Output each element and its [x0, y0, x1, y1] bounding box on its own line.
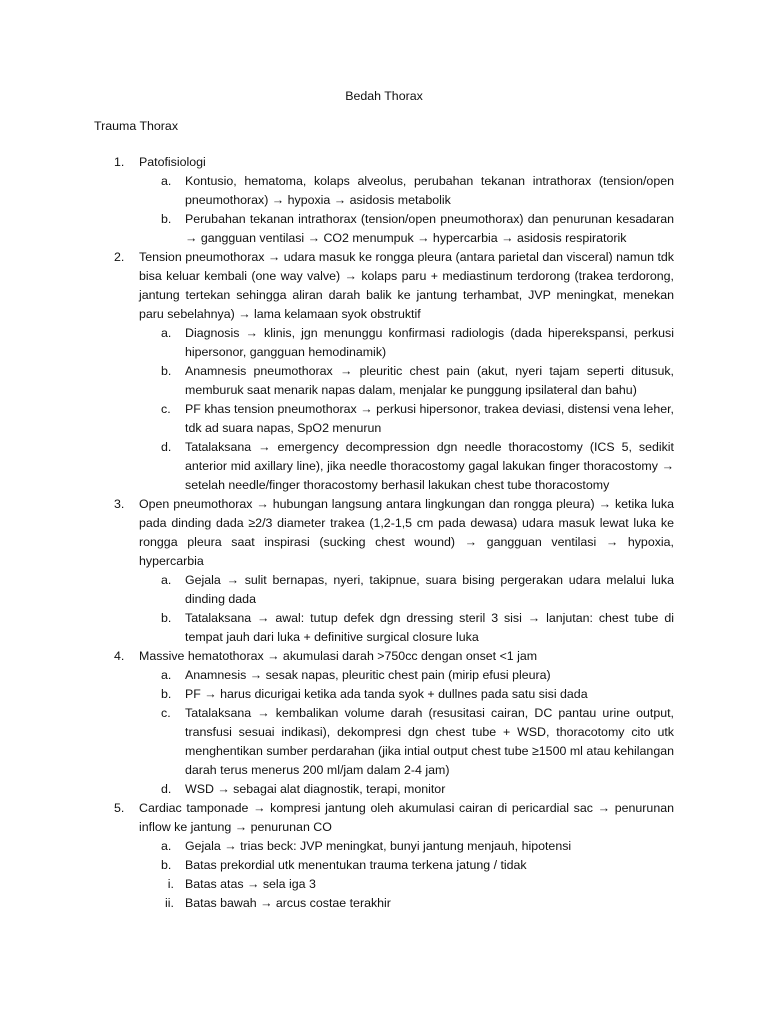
main-list [94, 153, 674, 913]
list-item-text: Tension pneumothorax → udara masuk ke rongga pleura (antara parietal dan visceral) namun tdk bisa keluar kembali (one way valve) → kolaps paru + mediastinum terdorong (trakea terdorong, jantung tertekan sehingga aliran darah balik ke jantung terhambat, JVP meningkat, menekan paru sebelahnya) → lama kelamaan syok obstruktif [139, 250, 674, 321]
sub-mark: b. [161, 687, 172, 701]
sub-sub-item-text: Batas bawah → arcus costae terakhir [185, 896, 391, 910]
sub-mark: c. [161, 402, 171, 416]
sub-mark: b. [161, 364, 172, 378]
sub-item [94, 324, 674, 362]
sub-mark: a. [161, 326, 172, 340]
list-item-text: Open pneumothorax → hubungan langsung antara lingkungan dan rongga pleura) → ketika luka pada dinding dada ≥2/3 diameter trakea (1,2-1,5 cm pada dewasa) udara masuk lewat luka ke rongga pleura saat inspirasi (sucking chest wound) → gangguan ventilasi → hypoxia, hypercarbia [139, 497, 674, 568]
sub-sub-item [48, 875, 674, 894]
sub-item [94, 666, 674, 685]
sub-mark: b. [161, 611, 172, 625]
sub-item-text: Kontusio, hematoma, kolaps alveolus, perubahan tekanan intrathorax (tension/open pneumothorax) → hypoxia → asidosis metabolik [185, 174, 674, 207]
sub-item [94, 172, 674, 210]
sub-mark: b. [161, 858, 172, 872]
sub-mark: a. [161, 573, 172, 587]
sub-item [94, 210, 674, 248]
sub-sub-item-text: Batas atas → sela iga 3 [185, 877, 316, 891]
sub-mark: b. [161, 212, 172, 226]
sub-mark: a. [161, 668, 172, 682]
sub-item-text: Tatalaksana → kembalikan volume darah (resusitasi cairan, DC pantau urine output, transfusi sesuai indikasi), dekompresi dgn chest tube + WSD, thoracotomy cito utk menghentikan sumber perdarahan (jika intial output chest tube ≥1500 ml atau kehilangan darah terus menerus 200 ml/jam dalam 2-4 jam) [185, 706, 674, 777]
document-title: Bedah Thorax [345, 89, 423, 103]
list-item [94, 799, 674, 913]
list-number: 4. [114, 649, 125, 663]
sub-mark: c. [161, 706, 171, 720]
list-item [94, 647, 674, 799]
sub-item-text: Diagnosis → klinis, jgn menunggu konfirmasi radiologis (dada hiperekspansi, perkusi hipersonor, gangguan hemodinamik) [185, 326, 674, 359]
sub-mark: a. [161, 174, 172, 188]
sub-item-text: Gejala → sulit bernapas, nyeri, takipnue, suara bising pergerakan udara melalui luka dinding dada [185, 573, 674, 606]
sub-item [94, 704, 674, 780]
sub-item [94, 837, 674, 856]
sub-item [94, 400, 674, 438]
list-item-text: Massive hematothorax → akumulasi darah >750cc dengan onset <1 jam [139, 649, 538, 663]
sub-sub-mark: i. [167, 877, 174, 891]
sub-item-text: Batas prekordial utk menentukan trauma terkena jatung / tidak [185, 858, 527, 872]
sub-item [94, 438, 674, 495]
list-number: 3. [114, 497, 125, 511]
sub-item-text: PF khas tension pneumothorax → perkusi hipersonor, trakea deviasi, distensi vena leher, tdk ad suara napas, SpO2 menurun [185, 402, 674, 435]
sub-sub-item [48, 894, 674, 913]
sub-item-text: Anamnesis → sesak napas, pleuritic chest pain (mirip efusi pleura) [185, 668, 551, 682]
sub-item-text: PF → harus dicurigai ketika ada tanda syok + dullnes pada satu sisi dada [185, 687, 588, 701]
sub-item [94, 780, 674, 799]
sub-item-text: Tatalaksana → awal: tutup defek dgn dressing steril 3 sisi → lanjutan: chest tube di tempat jauh dari luka + definitive surgical closure luka [185, 611, 674, 644]
list-number: 2. [114, 250, 125, 264]
list-item [94, 153, 674, 248]
sub-mark: a. [161, 839, 172, 853]
section-title: Trauma Thorax [94, 119, 179, 133]
sub-item [94, 609, 674, 647]
sub-item [94, 685, 674, 704]
list-item-text: Cardiac tamponade → kompresi jantung oleh akumulasi cairan di pericardial sac → penurunan inflow ke jantung → penurunan CO [139, 801, 674, 834]
sub-item-text: Tatalaksana → emergency decompression dgn needle thoracostomy (ICS 5, sedikit anterior mid axillary line), jika needle thoracostomy gagal lakukan finger thoracostomy → setelah needle/finger thoracostomy berhasil lakukan chest tube thoracostomy [185, 440, 674, 492]
sub-item-text: Anamnesis pneumothorax → pleuritic chest pain (akut, nyeri tajam seperti ditusuk, memburuk saat menarik napas dalam, menjalar ke punggung ipsilateral dan bahu) [185, 364, 674, 397]
sub-sub-mark: ii. [165, 896, 174, 910]
sub-item [94, 571, 674, 609]
sub-mark: d. [161, 782, 172, 796]
sub-mark: d. [161, 440, 172, 454]
sub-item-text: Gejala → trias beck: JVP meningkat, bunyi jantung menjauh, hipotensi [185, 839, 572, 853]
list-number: 5. [114, 801, 125, 815]
sub-item [94, 856, 674, 875]
list-item-text: Patofisiologi [139, 155, 206, 169]
sub-item-text: Perubahan tekanan intrathorax (tension/open pneumothorax) dan penurunan kesadaran → gangguan ventilasi → CO2 menumpuk → hypercarbia → asidosis respiratorik [185, 212, 674, 245]
sub-item [94, 362, 674, 400]
list-item [94, 495, 674, 647]
list-item [94, 248, 674, 495]
list-number: 1. [114, 155, 125, 169]
sub-item-text: WSD → sebagai alat diagnostik, terapi, monitor [185, 782, 446, 796]
